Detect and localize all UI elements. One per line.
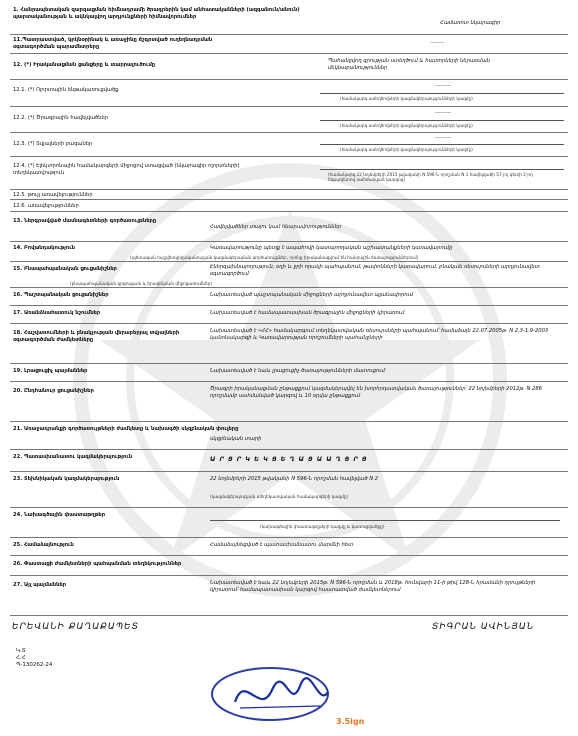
fill-line: [320, 169, 564, 170]
row-12-5: [10, 190, 568, 200]
fill-line: [320, 120, 564, 121]
row-value: Նախատեսված է նաև 22 նոյեմբերի 2015թ. N 596-Ն որոշման և 2018թ. հունվարի 11-ի թիվ 128-Ն հրամանի դրույթների կիրառում՝ համապատասխան կարգով հաստատված ժամկետներում: [210, 580, 536, 593]
row-11: [10, 35, 568, 54]
meta-line: Պ-130262-24: [16, 661, 53, 668]
row-12-2: [10, 107, 568, 133]
row-value: Համաձայնեցված է պատասխանատու մարմնի հետ: [210, 542, 354, 548]
row-value: Նախատեսված է համապատասխան ծրագրային միջոցների կիրառում: [210, 310, 405, 316]
row-caption: (համակարգ 22 նոյեմբերի 2015 թվականի N 596-Ն որոշման N 1 հավելվածի 57-րդ կետի 2-րդ ենթակետով սահմանված կարգով): [328, 172, 533, 183]
row-value: Էներգախնայողություն, օդի և ջրի որակի պահպանում, թափոնների կառավարում, բնական ռեսուրսների արդյունավետ օգտագործում: [210, 264, 540, 277]
row-value: սկզբնական տարի: [210, 436, 262, 442]
row-label: 25. Համաձայնություն: [13, 542, 74, 548]
row-26: [10, 556, 568, 576]
row-value: ---------: [435, 83, 452, 89]
row-20: [10, 382, 568, 422]
row-label: 18. Հաշվառումների և բնակչության վերաբերյալ տվյալների օգտագործման ժամկետները: [13, 330, 180, 343]
row-label: 12. (*) Իրականացման ցանցերը և տարրալուծումը: [13, 62, 156, 68]
row-21: [10, 422, 568, 450]
row-label: 12.4. (*) Էլեկտրոնային համակարգերի միջոցով ստացված (նկարագիր ոլորտների) տեղեկատվություն: [13, 163, 240, 176]
header-right-label: Համառոտ նկարագիր: [440, 20, 501, 26]
row-value: Պահանջվող գրության ստեղծում և հատորների ներառման մեկնաբանություններ: [328, 58, 490, 71]
row-18: [10, 324, 568, 364]
row-value: Հավելվածներ տալու կամ հնարավորություններ: [210, 224, 342, 230]
row-label: 24. Նախագծային փաստաթղթեր: [13, 512, 106, 518]
row-12: [10, 54, 568, 80]
row-value: Նախատեսված պաշտպանական միջոցների արդյունավետ պլանավորում: [210, 292, 414, 298]
row-25: [10, 538, 568, 556]
row-12-1: [10, 80, 568, 107]
row-value: ---------: [435, 135, 452, 141]
row-24: [10, 508, 568, 538]
row-value: 22 նոյեմբերի 2015 թվականի N 596-Ն որոշման հավելված N 2: [210, 476, 379, 482]
row-caption: (պետական հաշվետվողականության կազմակերպման գործառույթներ, որոնք իրականացվում են հանրային ծառայություններում): [130, 255, 419, 260]
row-label: 22. Պատասխանատու կազմակերպություն: [13, 454, 133, 460]
row-value: Կառավարությունը պետք է ապահովի կատարողական աշխատանքների կառավարումը: [210, 245, 453, 251]
row-label: 26. Փաստացի ժամկետների պահպանման տեղեկություններ: [13, 561, 182, 567]
meta-line: Կ.Տ: [16, 648, 26, 654]
fill-line: [320, 144, 564, 145]
row-label: 21. Առաջադրանքի գործառույթների ժամկետը և նախագծի սկզբնական փուլերը: [13, 426, 239, 432]
row-value: ---------: [435, 110, 452, 116]
row-label: 14. Բովանդակություն: [13, 245, 76, 251]
fill-line: [210, 520, 560, 521]
row-label: 13. Ներգրավված մասնագետների գործառույթները: [13, 218, 157, 224]
row-value: Նախատեսված է նաև լրացուցիչ ծառայությունների մատուցում: [210, 368, 385, 374]
meta-line: Հ.Հ: [16, 654, 26, 661]
row-12-6: [10, 200, 568, 212]
row-17: [10, 306, 568, 324]
row-value: Ա Ր Ց Ր Կ Ե Կ Ց Ե Ղ Ա Ց Ա Ա Ղ Ց Ր Ց: [210, 456, 368, 463]
row-19: [10, 364, 568, 382]
row-label: 12.1. (*) Ոլորտային ենթակառուցվածք: [13, 87, 119, 93]
row-15: [10, 262, 568, 288]
row-label: 17. Առանձնահատուկ նշումներ: [13, 310, 101, 316]
row-label: 12.5. թույլ առավելություններ: [13, 192, 93, 198]
row-value: Նախատեսված է «ՀՀ» համակարգում տեղեկատվական ռեսուրսների պահպանում՝ համաձայն 22.07.2005թ. N 2.3-1.9-2003 կանոնակարգի և Կառավարության որոշումների պահանջների: [210, 328, 549, 341]
row-caption: (համակարգ ստեղծողների կազմակերպությունների կազմը): [340, 147, 473, 152]
row-label: 27. Այլ պայմաններ: [13, 582, 67, 588]
row-caption: (կազմակերպության տեղեկատվական համակարգերի կազմը): [210, 494, 349, 499]
row-label: 23. Տեխնիկական կազմակերպություն: [13, 476, 120, 482]
row-14: [10, 242, 568, 262]
row-label: 11.Պատրաստված, կրկնօրինակ և առաջինը ճշգրտված ուղեղնադրման օգտագործման պարամետրերը: [13, 37, 213, 50]
row-label: 19. Լրացուցիչ պայմաններ: [13, 368, 88, 374]
row-label: 12.6. առավելություններ: [13, 203, 79, 209]
row-caption: (համակարգ ստեղծողների կազմակերպությունների կազմը): [340, 96, 473, 101]
row-27: [10, 576, 568, 616]
row-value: --------: [430, 40, 445, 46]
row-caption: (բնապահպանական կրթության և իրազեկման միջոցառումներ): [70, 281, 212, 286]
row-caption: (նախագծային փաստաթղթերի կազմը և կառուցվածքը): [260, 524, 385, 529]
document-meta: [16, 648, 52, 669]
row-label: 12.2. (*) Ծրագրային հավելվածներ: [13, 115, 109, 121]
row-12-4: [10, 157, 568, 190]
row-label: 20. Ընդհանուր ցուցանիշներ: [13, 388, 94, 394]
row-23: [10, 472, 568, 508]
esign-logo: 3.5ign: [336, 717, 365, 726]
row-13: [10, 212, 568, 242]
row-16: [10, 288, 568, 306]
row-22: [10, 450, 568, 472]
fill-line: [320, 93, 564, 94]
header-title: 1. Հանրապետական զարգացման հիմնադրամի ծրագրերին կամ անհատականների (ազգանուն/անուն) պարտականության և ակնկալվող արդյունքների հիմնավորումներ: [13, 7, 300, 20]
row-value: Ծրագրի իրականացման ընթացքում կազմակերպվել են խորհրդատվական ծառայություններ՝ 22 նոյեմբերի 2012թ. N 286 որոշմամբ սահմանված կարգով և 10 օրվա ընթացքում: [210, 386, 542, 399]
mayor-title: ԵՐԵՎԱՆԻ ՔԱՂԱՔԱՊԵՏ: [12, 622, 139, 632]
row-label: 16. Պաշտպանական ցուցանիշներ: [13, 292, 109, 298]
row-label: 15. Բնապահպանական ցուցանիշներ: [13, 266, 117, 272]
row-label: 12.3. (*) Տվյալների բազաներ: [13, 141, 93, 147]
mayor-name: ՏԻԳՐԱՆ ԱՎԻՆՅԱՆ: [432, 622, 535, 632]
header-row: [10, 5, 568, 35]
row-12-3: [10, 133, 568, 157]
row-caption: (համակարգ ստեղծողների կազմակերպությունների կազմը): [340, 123, 473, 128]
